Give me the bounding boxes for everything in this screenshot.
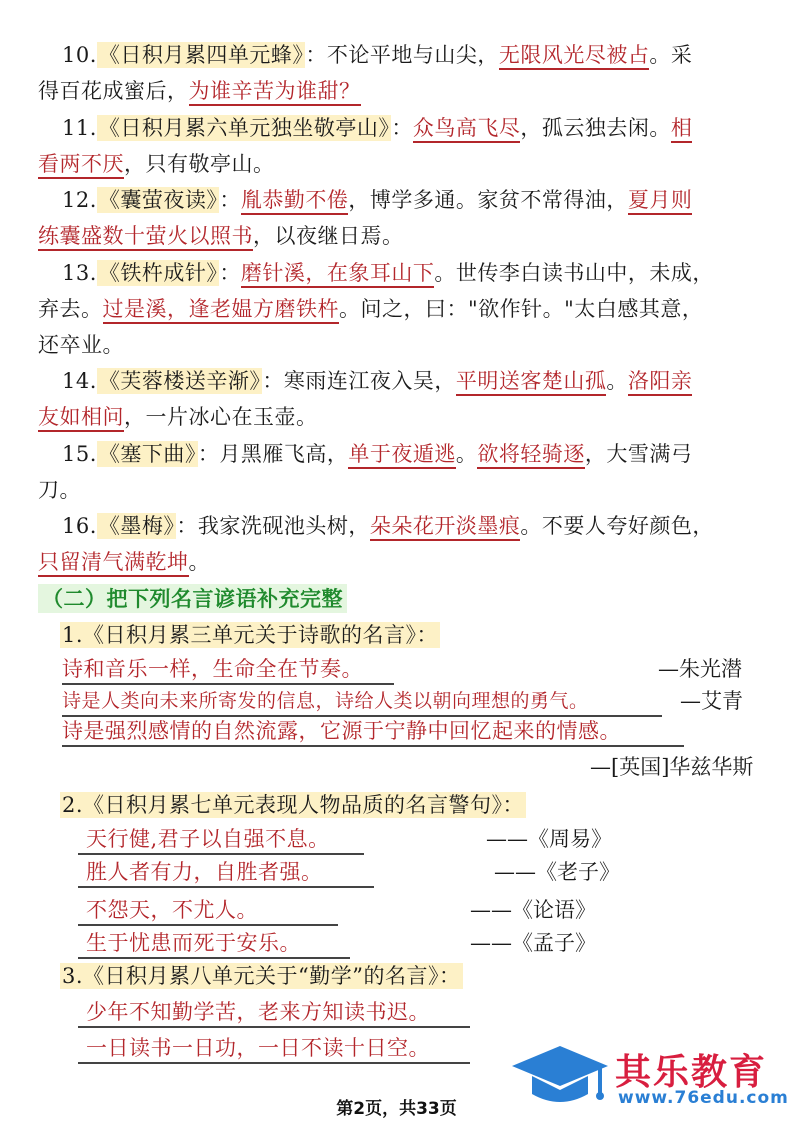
poem-text: 。问之，曰："欲作针。"太白感其意， xyxy=(339,297,704,321)
quote-author: ——《周易》 xyxy=(486,827,612,851)
page-number: 第2页，共33页 xyxy=(336,1099,457,1119)
underline xyxy=(78,853,364,855)
question-1-title xyxy=(60,620,440,650)
colon: ： xyxy=(219,261,241,285)
question-title: 2.《日积月累七单元表现人物品质的名言警句》： xyxy=(62,793,525,817)
poem-text: 。 xyxy=(188,550,210,574)
section-title: （二）把下列名言谚语补充完整 xyxy=(38,584,347,613)
poem-text: ，一片冰心在玉壶。 xyxy=(124,405,318,429)
answer-text: 胤恭勤不倦 xyxy=(241,188,349,215)
poem-text: 弃去。 xyxy=(38,297,103,321)
question-2-title xyxy=(60,790,526,820)
item-16-line-1 xyxy=(62,511,714,541)
colon: ： xyxy=(197,442,220,466)
item-title: 《日积月累四单元蜂》 xyxy=(98,43,304,67)
poem-text: ，孤云独去闲。 xyxy=(520,116,671,140)
item-10-line-1 xyxy=(62,40,692,70)
item-number: 16. xyxy=(62,514,97,538)
answer-text: 朵朵花开淡墨痕 xyxy=(370,514,521,541)
poem-text: 刀。 xyxy=(38,478,81,502)
item-13-line-1 xyxy=(62,258,714,288)
answer-text: 为谁辛苦为谁甜？ xyxy=(189,79,361,106)
item-13-line-2 xyxy=(38,294,703,324)
item-title: 《墨梅》 xyxy=(98,514,175,538)
item-number: 15. xyxy=(62,442,97,466)
item-14-line-1 xyxy=(62,366,692,396)
quote-text: 不怨天，不尤人。 xyxy=(86,898,258,922)
answer-text: 单于夜遁逃 xyxy=(348,442,456,469)
underline xyxy=(78,1026,470,1028)
item-15-line-2 xyxy=(38,475,81,505)
poem-text: 不论平地与山尖， xyxy=(326,43,499,67)
item-title: 《塞下曲》 xyxy=(98,442,196,466)
poem-text: 还卒业。 xyxy=(38,333,124,357)
quote-text: 生于忧患而死于安乐。 xyxy=(86,931,301,955)
item-12-line-2 xyxy=(38,221,404,251)
underline xyxy=(78,886,374,888)
underline xyxy=(62,745,684,747)
answer-text: 练囊盛数十萤火以照书 xyxy=(38,224,253,251)
poem-text: ，博学多通。家贫不常得油， xyxy=(348,188,628,212)
quote-text: 少年不知勤学苦，老来方知读书迟。 xyxy=(86,1000,430,1024)
colon: ： xyxy=(219,188,241,212)
quote-author: ——《老子》 xyxy=(494,860,620,884)
quote-text: 胜人者有力，自胜者强。 xyxy=(86,860,323,884)
colon: ： xyxy=(262,369,284,393)
answer-text: 看两不厌 xyxy=(38,152,124,179)
poem-text: 。世传李白读书山中，未成， xyxy=(434,261,714,285)
answer-text: 友如相问 xyxy=(38,405,124,432)
underline xyxy=(62,683,394,685)
item-14-line-2 xyxy=(38,402,318,432)
answer-text: 无限风光尽被占 xyxy=(499,43,650,70)
question-3-title xyxy=(60,961,463,991)
brand-url: www.76edu.com xyxy=(618,1088,789,1108)
colon: ： xyxy=(305,43,327,67)
answer-text: 过是溪，逢老媪方磨铁杵 xyxy=(103,297,340,324)
item-title: 《铁杵成针》 xyxy=(98,261,218,285)
quote-author: ——《论语》 xyxy=(470,898,596,922)
answer-text: 欲将轻骑逐 xyxy=(477,442,585,469)
quote-author: —[英国]华兹华斯 xyxy=(590,755,754,779)
colon: ： xyxy=(176,514,198,538)
question-title: 3.《日积月累八单元关于“勤学”的名言》： xyxy=(62,964,461,988)
underline xyxy=(78,1062,470,1064)
item-number: 10. xyxy=(62,43,97,67)
poem-text: ，只有敬亭山。 xyxy=(124,152,275,176)
item-number: 14. xyxy=(62,369,97,393)
item-title: 《囊萤夜读》 xyxy=(98,188,218,212)
quote-text: 天行健,君子以自强不息。 xyxy=(86,827,330,851)
answer-text: 只留清气满乾坤 xyxy=(38,550,189,577)
poem-text: ，大雪满弓 xyxy=(584,442,693,466)
quote-author: ——《孟子》 xyxy=(470,931,596,955)
quote-text: 诗是人类向未来所寄发的信息，诗给人类以朝向理想的勇气。 xyxy=(62,690,589,712)
underline xyxy=(78,957,350,959)
poem-text: 月黑雁飞高， xyxy=(219,442,349,466)
item-10-line-2 xyxy=(38,76,361,106)
underline xyxy=(78,924,338,926)
poem-text: 。 xyxy=(455,442,478,466)
poem-text: ，以夜继日焉。 xyxy=(253,224,404,248)
item-11-line-2 xyxy=(38,149,275,179)
quote-author: —朱光潜 xyxy=(658,657,742,681)
poem-text: 我家洗砚池头树， xyxy=(197,514,370,538)
item-number: 13. xyxy=(62,261,97,285)
quote-text: 一日读书一日功，一日不读十日空。 xyxy=(86,1036,430,1060)
item-12-line-1 xyxy=(62,185,692,215)
answer-text: 众鸟高飞尽 xyxy=(413,116,521,143)
answer-text: 洛阳亲 xyxy=(628,369,693,396)
item-11-line-1 xyxy=(62,113,692,143)
quote-text: 诗和音乐一样，生命全在节奏。 xyxy=(62,657,363,681)
item-15-line-1 xyxy=(62,439,692,469)
poem-text: 得百花成蜜后， xyxy=(38,79,189,103)
item-13-line-3 xyxy=(38,330,124,360)
poem-text: 。 xyxy=(606,369,628,393)
item-title: 《日积月累六单元独坐敬亭山》 xyxy=(98,116,390,140)
answer-text: 平明送客楚山孤 xyxy=(456,369,607,396)
quote-author: —艾青 xyxy=(680,689,743,713)
poem-text: 。采 xyxy=(649,43,693,67)
answer-text: 相 xyxy=(671,116,693,143)
answer-text: 磨针溪，在象耳山下 xyxy=(241,261,435,288)
item-title: 《芙蓉楼送辛渐》 xyxy=(98,369,261,393)
item-number: 11. xyxy=(62,116,97,140)
poem-text: 。不要人夸好颜色， xyxy=(520,514,714,538)
colon: ： xyxy=(391,116,413,140)
section-heading xyxy=(38,584,347,614)
question-title: 1.《日积月累三单元关于诗歌的名言》： xyxy=(62,623,439,647)
poem-text: 寒雨连江夜入吴， xyxy=(283,369,456,393)
item-16-line-2 xyxy=(38,547,210,577)
quote-text: 诗是强烈感情的自然流露，它源于宁静中回忆起来的情感。 xyxy=(62,719,621,743)
item-number: 12. xyxy=(62,188,97,212)
brand-name: 其乐教育 xyxy=(615,1052,768,1093)
answer-text: 夏月则 xyxy=(628,188,693,215)
